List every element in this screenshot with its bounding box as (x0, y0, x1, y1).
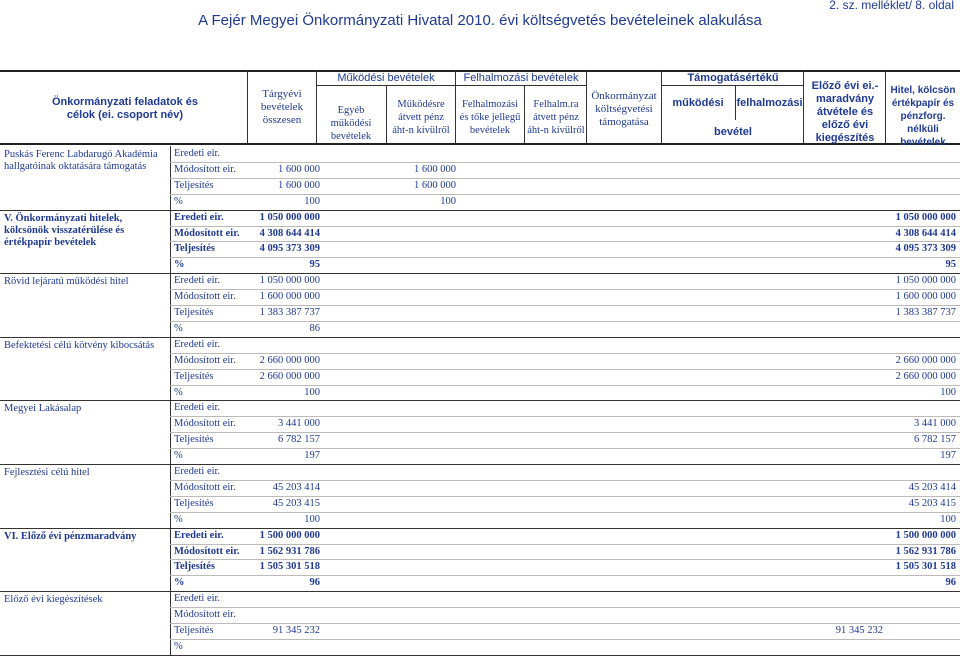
header-divider (386, 85, 387, 143)
row-label: Eredeti eir. (174, 402, 221, 414)
group-name: VI. Előző évi pénzmaradvány (4, 530, 137, 542)
cell-hitel: 100 (940, 386, 956, 398)
group-name: Puskás Ferenc Labdarugó Akadémia hallgatóinak oktatására támogatás (4, 149, 158, 172)
col-header-mukodesre: Működésre átvett pénz áht-n kívülről (392, 99, 450, 136)
cell-total: 4 308 644 414 (259, 227, 320, 239)
col-header-felh-toke: Felhalmozási és tőke jellegű bevételek (459, 99, 521, 136)
cell-total: 1 383 387 737 (259, 307, 320, 318)
cell-total: 3 441 000 (278, 418, 320, 430)
cell-total: 1 600 000 (278, 163, 320, 175)
cell-total: 100 (304, 386, 320, 398)
group-name: Fejlesztési célú hitel (4, 467, 90, 478)
cell-onkorm: 1 600 000 (414, 179, 456, 191)
row-line (170, 385, 960, 386)
group-header-felhalm: Felhalmozási bevételek (463, 72, 579, 84)
cell-hitel: 45 203 414 (908, 481, 956, 493)
row-line (170, 575, 960, 576)
cell-hitel: 1 383 387 737 (895, 307, 956, 318)
header-divider (316, 70, 317, 143)
row-label: Módosított eir. (174, 227, 240, 239)
cell-total: 1 050 000 000 (259, 275, 320, 287)
col-header-elozo: Előző évi ei.-maradvány átvétele és előző évi kiegészítés (811, 80, 879, 144)
row-label: Módosított eir. (174, 545, 240, 557)
group-separator (0, 337, 960, 338)
cell-hitel: 1 562 931 786 (895, 545, 956, 557)
cell-total: 96 (309, 577, 320, 589)
cell-total: 4 095 373 309 (259, 243, 320, 255)
row-label: % (174, 259, 185, 271)
row-label: Módosított eir. (174, 291, 236, 303)
cell-total: 2 660 000 000 (259, 354, 320, 366)
cell-total: 1 600 000 (278, 179, 320, 191)
cell-hitel: 1 050 000 000 (895, 211, 956, 223)
cell-hitel: 45 203 415 (908, 497, 956, 509)
row-label: % (174, 577, 185, 589)
row-label: Eredeti eir. (174, 593, 221, 605)
row-line (170, 289, 960, 290)
col-header-felhalm-atvett: Felhalm.ra átvett pénz áht-n kívülről (527, 99, 585, 136)
cell-hitel: 1 505 301 518 (895, 561, 956, 573)
row-label: Teljesítés (174, 179, 214, 191)
row-line (170, 305, 960, 306)
row-label: % (174, 640, 183, 652)
cell-hitel: 4 095 373 309 (895, 243, 956, 255)
cell-total: 100 (304, 195, 320, 207)
cell-total: 95 (309, 259, 320, 271)
cell-onkorm: 100 (440, 195, 456, 207)
row-line (170, 226, 960, 227)
row-line (170, 241, 960, 242)
cell-hitel: 95 (945, 259, 956, 271)
row-line (170, 321, 960, 322)
row-line (170, 416, 960, 417)
header-subgroup-line-2 (661, 85, 803, 86)
row-line (170, 623, 960, 624)
row-line (170, 353, 960, 354)
cell-total: 1 500 000 000 (259, 529, 320, 541)
group-separator (0, 210, 960, 211)
cell-hitel: 1 050 000 000 (895, 275, 956, 287)
cell-total: 2 660 000 000 (259, 370, 320, 382)
row-label: Teljesítés (174, 243, 216, 255)
col-header-felhalmozasi: felhalmozási (736, 97, 803, 109)
cell-hitel: 197 (940, 450, 956, 462)
row-label: Eredeti eir. (174, 529, 224, 541)
group-separator (0, 464, 960, 465)
group-name: V. Önkormányzati hitelek, kölcsönök visszatérülése és értékpapír bevételek (4, 212, 125, 248)
cell-total: 1 600 000 000 (259, 291, 320, 303)
cell-hitel: 1 600 000 000 (895, 291, 956, 303)
row-label: % (174, 513, 183, 525)
cell-total: 6 782 157 (278, 434, 320, 446)
row-label: % (174, 322, 183, 334)
cell-onkorm: 1 600 000 (414, 163, 456, 175)
row-label: Eredeti eir. (174, 275, 221, 287)
group-name: Előző évi kiegészítések (4, 594, 103, 606)
row-label: Módosított eir. (174, 354, 236, 366)
header-divider (247, 70, 248, 143)
row-line (170, 369, 960, 370)
header-divider (885, 70, 886, 143)
annex-label: 2. sz. melléklet/ 8. oldal (829, 0, 954, 12)
header-subgroup-line (316, 85, 586, 86)
row-line (170, 639, 960, 640)
col-header-name: Önkormányzati feladatok és célok (ei. csoport név) (51, 96, 199, 121)
group-name: Megyei Lakásalap (4, 403, 82, 415)
cell-hitel: 96 (945, 577, 956, 589)
group-name: Befektetési célú kötvény kibocsátás (4, 339, 155, 351)
row-line (170, 512, 960, 513)
row-line (170, 480, 960, 481)
row-label: Teljesítés (174, 497, 214, 509)
cell-total: 86 (309, 322, 320, 334)
row-label: Teljesítés (174, 370, 214, 382)
col-header-mukodesi: működési (672, 97, 724, 109)
group-name: Rövid lejáratú működési hitel (4, 276, 129, 288)
group-separator (0, 400, 960, 401)
group-header-tamogatas: Támogatásértékű (687, 72, 779, 84)
row-label: Eredeti eir. (174, 211, 224, 223)
row-line (170, 607, 960, 608)
cell-hitel: 1 500 000 000 (895, 529, 956, 541)
cell-hitel: 4 308 644 414 (895, 227, 956, 239)
cell-total: 100 (304, 513, 320, 525)
row-label: Teljesítés (174, 434, 214, 446)
document-title: A Fejér Megyei Önkormányzati Hivatal 2010. évi költségvetés bevételeinek alakulása (198, 12, 762, 29)
row-label: Teljesítés (174, 307, 214, 318)
row-line (170, 559, 960, 560)
group-header-mukodesi: Működési bevételek (337, 72, 435, 84)
row-label: Módosított eir. (174, 418, 236, 430)
cell-total: 91 345 232 (272, 625, 320, 636)
col-header-bevetel: bevétel (714, 126, 752, 138)
cell-total: 1 562 931 786 (259, 545, 320, 557)
cell-hitel: 2 660 000 000 (895, 370, 956, 382)
row-line (170, 544, 960, 545)
row-line (170, 194, 960, 195)
row-line (170, 496, 960, 497)
cell-total: 197 (304, 450, 320, 462)
row-label: Eredeti eir. (174, 466, 221, 477)
cell-total: 45 203 415 (272, 497, 320, 509)
cell-total: 1 050 000 000 (259, 211, 320, 223)
group-separator (0, 655, 960, 656)
row-label: % (174, 195, 183, 207)
row-label: Teljesítés (174, 561, 216, 573)
cell-hitel: 6 782 157 (914, 434, 956, 446)
row-label: Teljesítés (174, 625, 214, 636)
row-label: Módosított eir. (174, 163, 236, 175)
col-header-egyeb: Egyéb működési bevételek (330, 105, 372, 142)
col-header-onkorm: Önkormányzat költségvetési támogatása (591, 90, 657, 128)
cell-total: 1 505 301 518 (259, 561, 320, 573)
header-divider (524, 85, 525, 143)
row-label: Módosított eir. (174, 609, 236, 621)
col-header-target: Tárgyévi bevételek összesen (260, 88, 304, 126)
row-line (170, 432, 960, 433)
group-separator (0, 273, 960, 274)
row-line (170, 178, 960, 179)
cell-hitel: 100 (940, 513, 956, 525)
row-label: % (174, 386, 183, 398)
cell-total: 45 203 414 (272, 481, 320, 493)
row-label: % (174, 450, 183, 462)
cell-hitel: 2 660 000 000 (895, 354, 956, 366)
row-label: Módosított eir. (174, 481, 236, 493)
row-label: Eredeti eir. (174, 148, 221, 159)
header-divider (586, 70, 587, 143)
group-separator (0, 528, 960, 529)
row-line (170, 162, 960, 163)
row-line (170, 448, 960, 449)
cell-elozo: 91 345 232 (835, 625, 883, 636)
cell-hitel: 3 441 000 (914, 418, 956, 430)
col-header-hitel: Hitel, kölcsön értékpapír és pénzforg. nélküli bevételek (890, 85, 956, 148)
group-separator (0, 591, 960, 592)
row-label: Eredeti eir. (174, 338, 221, 350)
row-line (170, 257, 960, 258)
